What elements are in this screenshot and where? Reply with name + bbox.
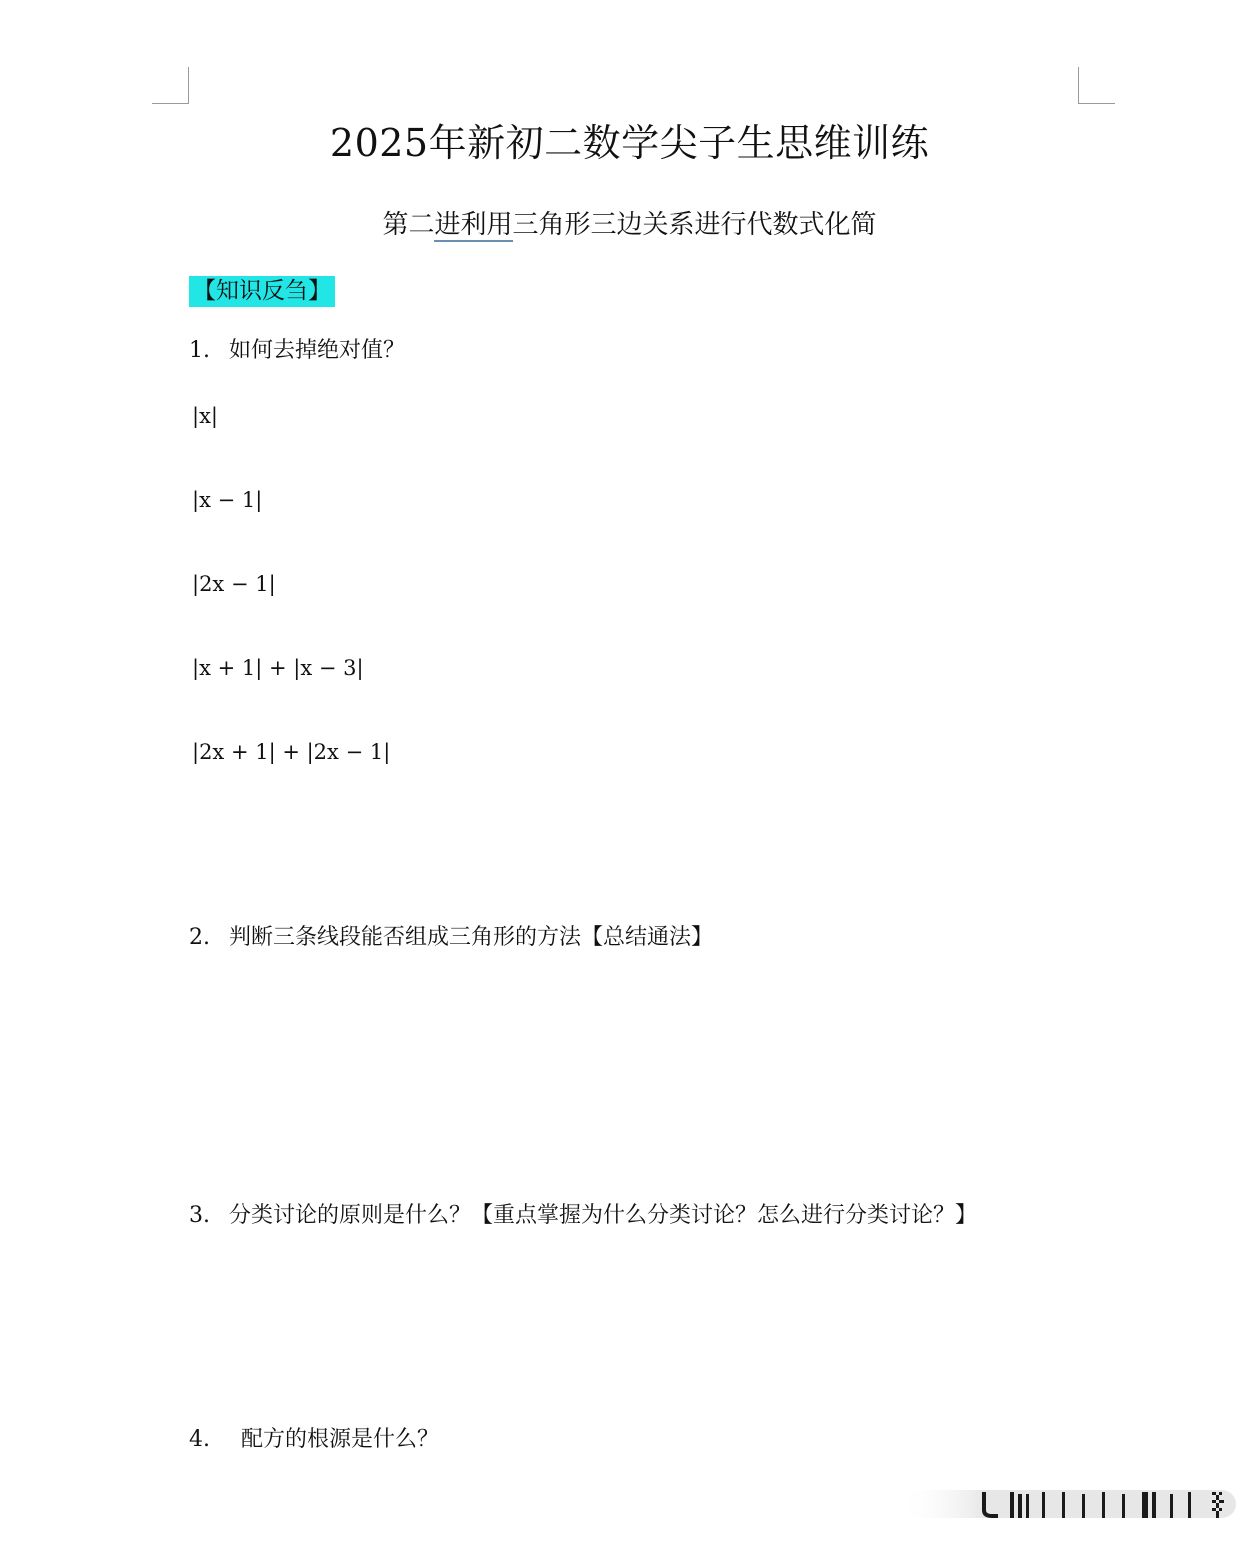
document-subtitle — [0, 204, 1259, 241]
question-text: 分类讨论的原则是什么？【重点掌握为什么分类讨论？怎么进行分类讨论？】 — [229, 1203, 978, 1228]
math-expression: |2x − 1| — [192, 572, 276, 596]
question-number: 1. — [189, 338, 210, 363]
question-3 — [189, 1198, 977, 1229]
question-1 — [189, 333, 405, 364]
math-expression: |x − 1| — [192, 488, 263, 512]
question-number: 2. — [189, 925, 210, 950]
question-text: 如何去掉绝对值？ — [229, 338, 406, 363]
question-number: 4. — [189, 1427, 210, 1452]
math-expression: |x| — [192, 404, 218, 428]
section-tag-highlight: 【知识反刍】 — [189, 276, 335, 307]
question-2 — [189, 920, 713, 951]
subtitle-suffix: 三角形三边关系进行代数式化简 — [512, 210, 877, 240]
subtitle-underlined-text: 进利用 — [434, 210, 513, 240]
question-text: 配方的根源是什么？ — [241, 1427, 440, 1452]
subtitle-prefix: 第二 — [382, 210, 435, 240]
question-number: 3. — [189, 1203, 210, 1228]
document-title: 2025年新初二数学尖子生思维训练 — [329, 121, 930, 165]
page-corner-mark-top-right — [1078, 67, 1115, 104]
question-4 — [189, 1422, 439, 1453]
question-text: 判断三条线段能否组成三角形的方法【总结通法】 — [229, 925, 714, 950]
watermark-logo — [900, 1486, 1236, 1522]
math-expression: |2x + 1| + |2x − 1| — [192, 740, 391, 764]
page-corner-mark-top-left — [152, 67, 189, 104]
math-expression: |x + 1| + |x − 3| — [192, 656, 364, 680]
